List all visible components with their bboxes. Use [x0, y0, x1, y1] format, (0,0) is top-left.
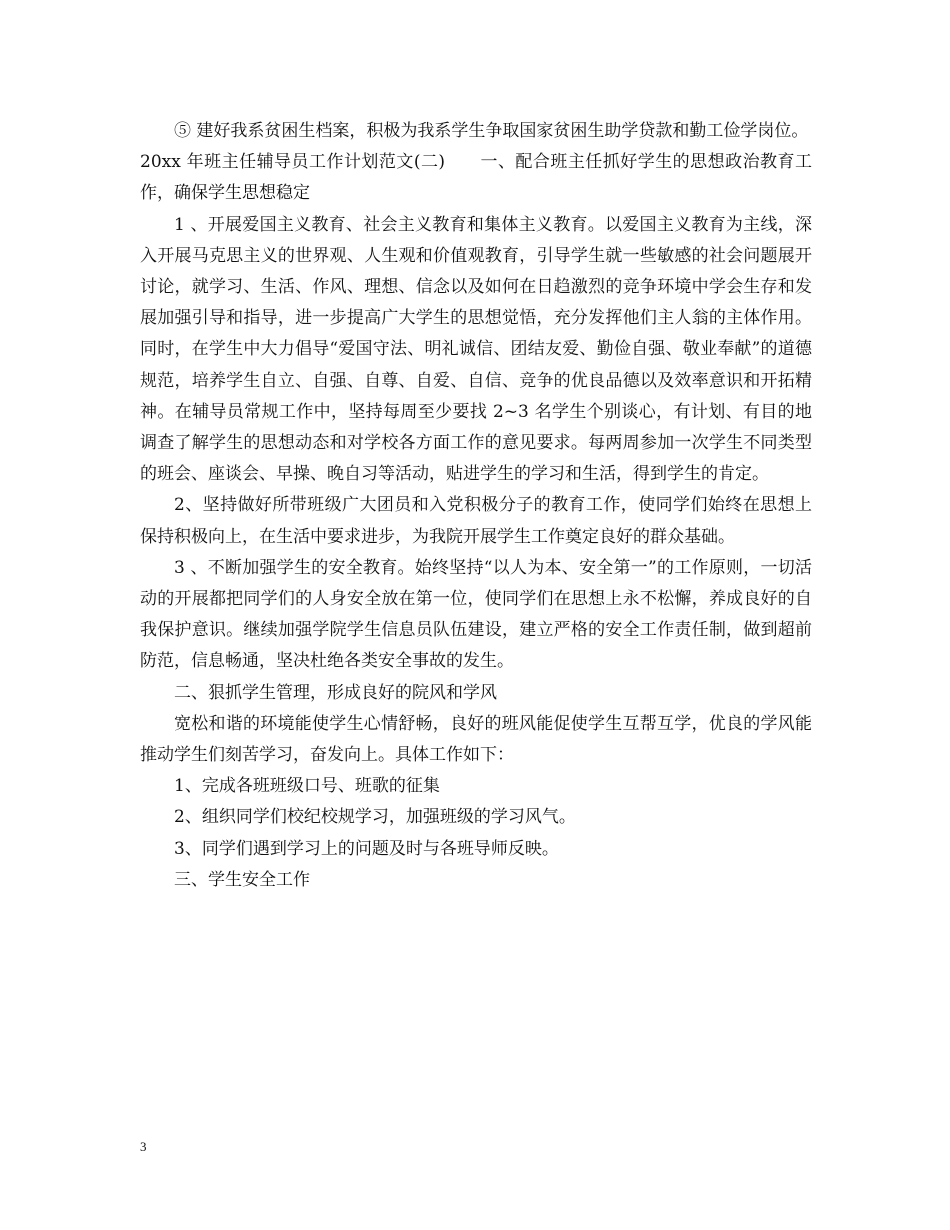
list-item-2: 2、组织同学们校纪校规学习，加强班级的学习风气。 [174, 807, 576, 828]
paragraph-7: 宽松和谐的环境能使学生心情舒畅，良好的班风能促使学生互帮互学，优良的学风能推动学生们刻苦学习，奋发向上。具体工作如下： [140, 713, 812, 766]
paragraph-3: 1 、开展爱国主义教育、社会主义教育和集体主义教育。以爱国主义教育为主线，深入开展马克思主义的世界观、人生观和价值观教育，引导学生就一些敏感的社会问题展开讨论，就学习、生活、作风、理想、信念以及如何在日趋激烈的竞争环境中学会生存和发展加强引导和指导，进一步提高广大学生的思想觉悟，充分发挥他们主人翁的主体作用。同时，在学生中大力倡导“爱国守法、明礼诚信、团结友爱、勤俭自强、敬业奉献”的道德规范，培养学生自立、自强、自尊、自爱、自信、竞争的优良品德以及效率意识和开拓精神。在辅导员常规工作中，坚持每周至少要找 2~3 名学生个别谈心，有计划、有目的地调查了解学生的思想动态和对学校各方面工作的意见要求。每两周参加一次学生不同类型的班会、座谈会、早操、晚自习等活动，贴进学生的学习和生活，得到学生的肯定。 [140, 214, 812, 485]
page-number: 3 [140, 1139, 147, 1154]
section-heading-3: 三、学生安全工作 [174, 869, 310, 890]
section-heading-2: 二、狠抓学生管理，形成良好的院风和学风 [174, 682, 497, 703]
paragraph-1: ⑤ 建好我系贫困生档案，积极为我系学生争取国家贫困生助学贷款和勤工俭学岗位。 [174, 121, 809, 141]
paragraph-4: 2、坚持做好所带班级广大团员和入党积极分子的教育工作，使同学们始终在思想上保持积极向上，在生活中要求进步，为我院开展学生工作奠定良好的群众基础。 [140, 495, 812, 547]
list-item-3: 3、同学们遇到学习上的问题及时与各班导师反映。 [174, 838, 559, 859]
list-item-1: 1、完成各班班级口号、班歌的征集 [174, 776, 440, 797]
paragraph-2-heading: 20xx 年班主任辅导员工作计划范文(二) 一、配合班主任抓好学生的思想政治教育工作，确保学生思想稳定 [140, 152, 812, 204]
document-body [140, 116, 812, 896]
paragraph-5: 3 、不断加强学生的安全教育。始终坚持“以人为本、安全第一”的工作原则，一切活动的开展都把同学们的人身安全放在第一位，使同学们在思想上永不松懈，养成良好的自我保护意识。继续加强学院学生信息员队伍建设，建立严格的安全工作责任制，做到超前防范，信息畅通，坚决杜绝各类安全事故的发生。 [140, 557, 812, 672]
